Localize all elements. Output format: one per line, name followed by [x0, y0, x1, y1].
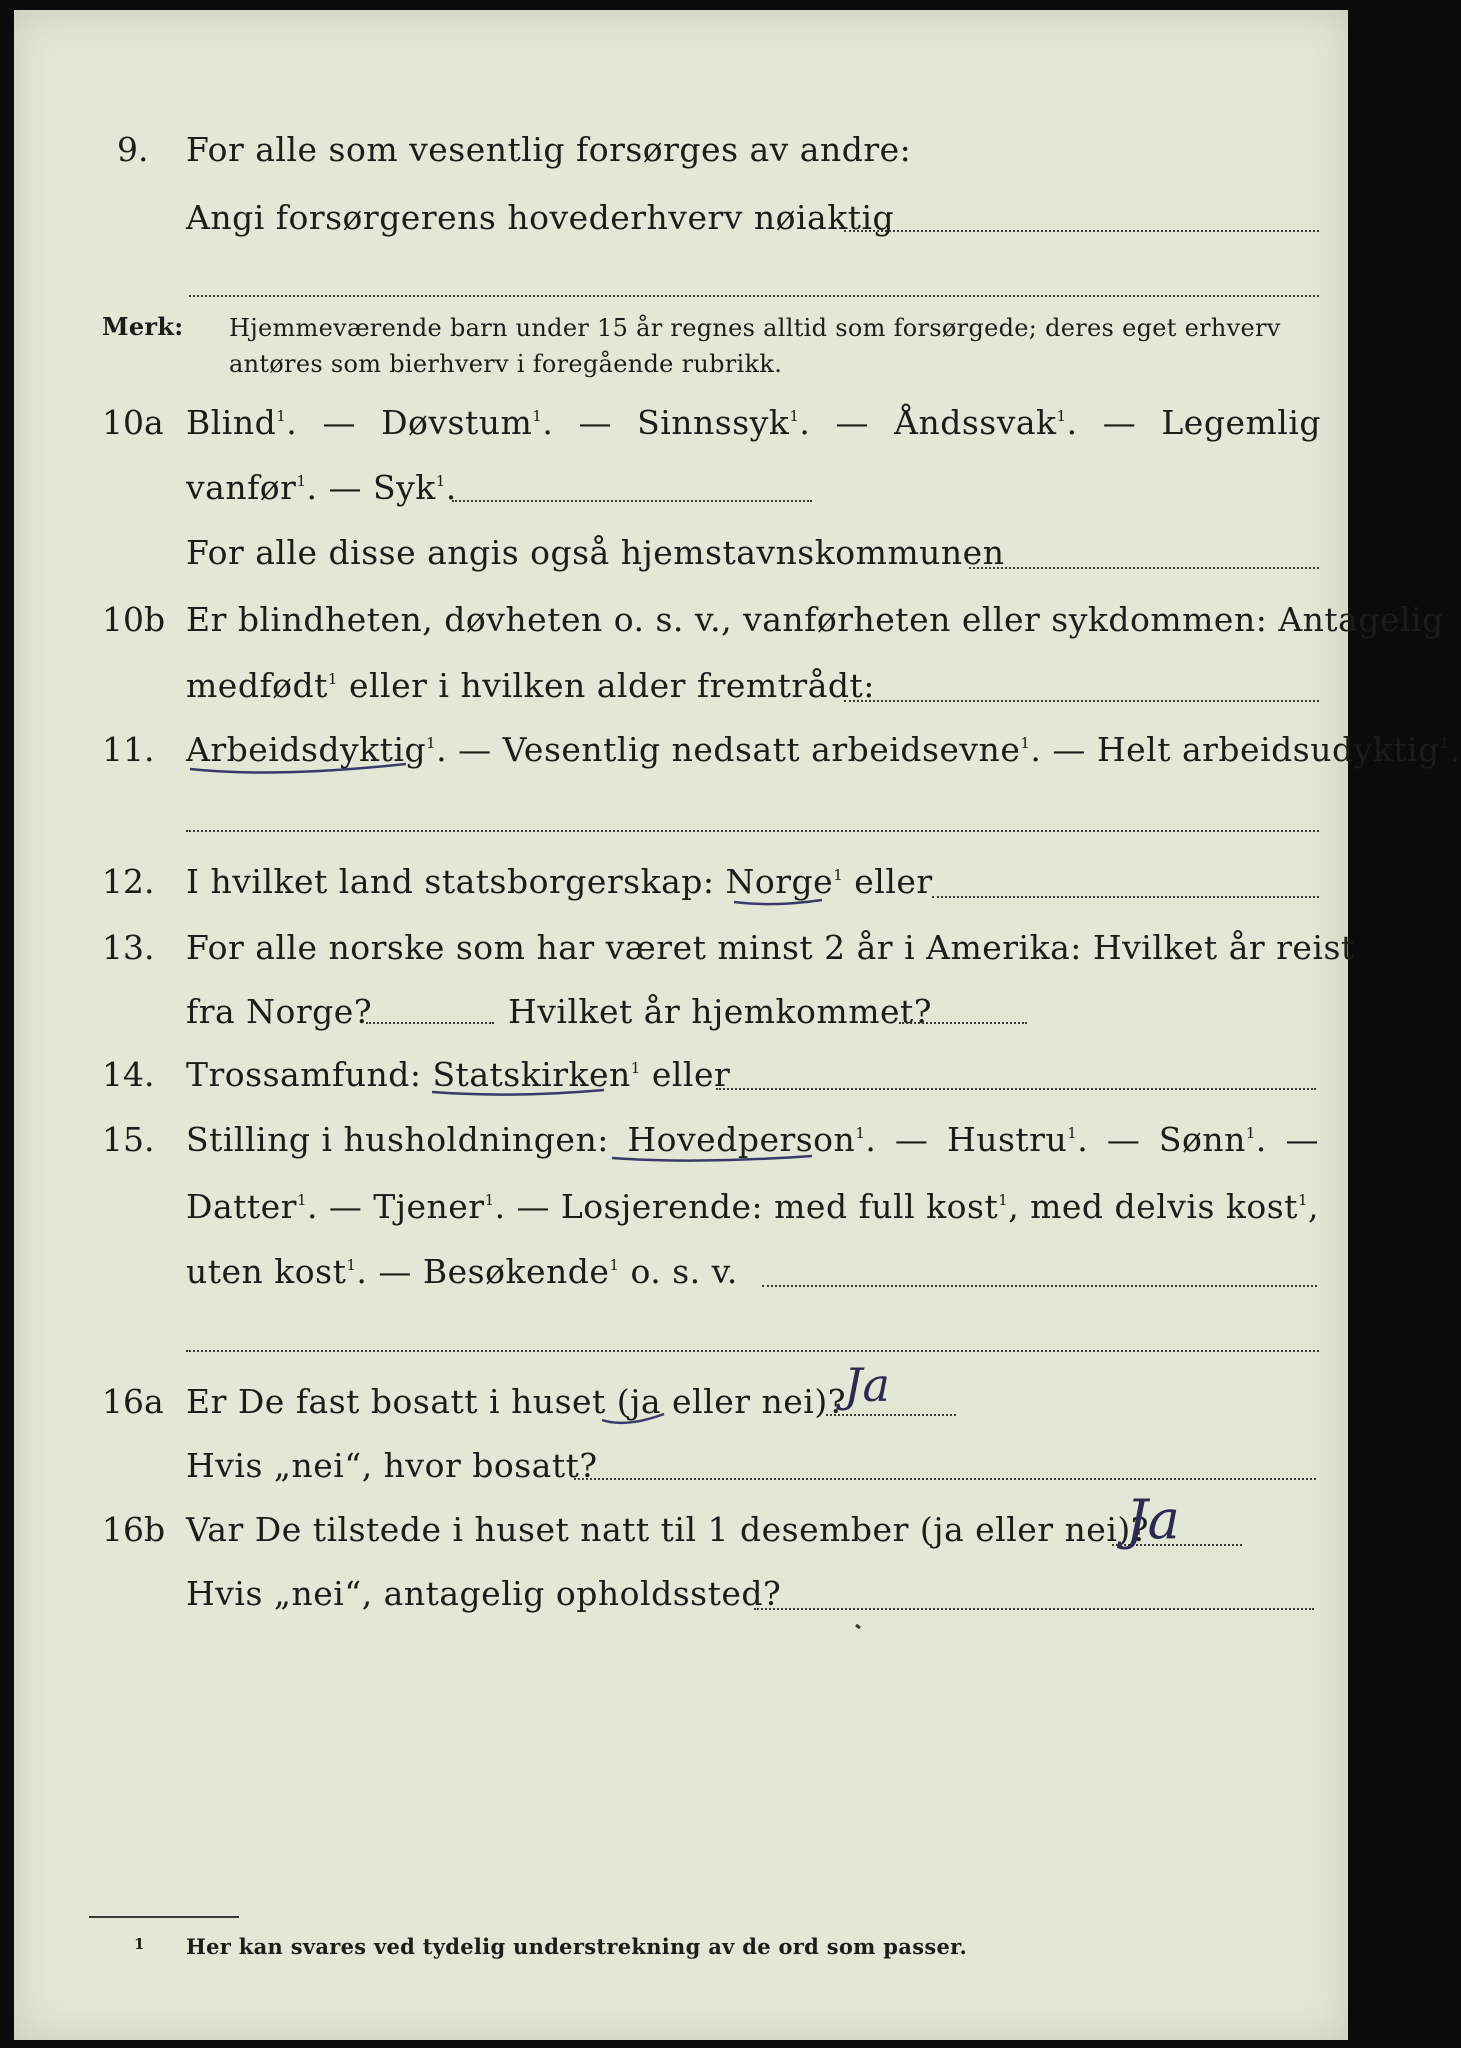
q13-part1: fra Norge?: [186, 992, 373, 1031]
q9-number: 9.: [117, 130, 149, 169]
q15-line1: Stilling i husholdningen: Hovedperson$^1$. — Hustru$^1$. — Sønn$^1$. —: [186, 1120, 1319, 1159]
merk-line2: antøres som bierhverv i foregående rubrikk.: [229, 350, 783, 378]
census-form-page: [14, 10, 1461, 2040]
q12-line: I hvilket land statsborgerskap: Norge$^1$ eller: [186, 862, 933, 901]
q10a-line2: vanfør$^1$. — Syk$^1$.: [186, 468, 457, 507]
q16b-number: 16b: [102, 1510, 166, 1549]
q13-part2: Hvilket år hjemkommet?: [508, 992, 932, 1031]
q16a-number: 16a: [102, 1382, 164, 1421]
dash: —: [578, 403, 612, 442]
dash: —: [835, 403, 869, 442]
q11-number: 11.: [102, 730, 155, 769]
q13-number: 13.: [102, 928, 155, 967]
q11-arbeidsdyktig: Arbeidsdyktig: [186, 730, 427, 769]
underline-statskirken: [432, 1090, 604, 1095]
q15-hovedperson: Hovedperson$^1$.: [627, 1120, 877, 1159]
underline-ja-16a: [602, 1414, 664, 1423]
q10b-line2: medfødt$^1$ eller i hvilken alder fremtrådt:: [186, 666, 875, 705]
q10a-blind: Blind$^1$.: [186, 403, 298, 442]
underline-norge: [734, 900, 822, 904]
q14-line: Trossamfund: Statskirken$^1$ eller: [186, 1055, 731, 1094]
q12-norge: Norge: [725, 862, 834, 901]
q16b-handwritten-answer: Ja: [1126, 1488, 1180, 1551]
q16a-line1: Er De fast bosatt i huset (ja eller nei)?: [186, 1382, 846, 1421]
q16a-line2: Hvis „nei“, hvor bosatt?: [186, 1446, 598, 1485]
dash: —: [1102, 403, 1137, 442]
q14-statskirken: Statskirken: [432, 1055, 631, 1094]
q16b-line2: Hvis „nei“, antagelig opholdssted?: [186, 1574, 782, 1613]
q16b-line1: Var De tilstede i huset natt til 1 desember (ja eller nei)?: [186, 1510, 1149, 1549]
q10b-line1: Er blindheten, døvheten o. s. v., vanførheten eller sykdommen: Antagelig: [186, 600, 1444, 639]
q16a-handwritten-answer: Ja: [844, 1358, 890, 1412]
underline-hovedperson: [612, 1156, 812, 1161]
footnote-mark: 1: [134, 1935, 145, 1953]
q10a-sinnssyk: Sinnssyk$^1$.: [637, 403, 811, 442]
q13-line1: For alle norske som har været minst 2 år i Amerika: Hvilket år reist: [186, 928, 1355, 967]
q12-number: 12.: [102, 862, 155, 901]
q14-number: 14.: [102, 1055, 155, 1094]
q10a-legemlig: Legemlig: [1161, 403, 1321, 442]
q10a-andssvak: Åndssvak$^1$.: [894, 403, 1078, 442]
q10b-number: 10b: [102, 600, 166, 639]
merk-line1: Hjemmeværende barn under 15 år regnes alltid som forsørgede; deres eget erhverv: [229, 314, 1281, 342]
q11-options: Arbeidsdyktig$^1$. — Vesentlig nedsatt arbeidsevne$^1$. — Helt arbeidsudyktig$^1$.: [186, 730, 1461, 769]
q10a-line3: For alle disse angis også hjemstavnskommunen: [186, 533, 1005, 572]
q10a-dovstum: Døvstum$^1$.: [381, 403, 554, 442]
q9-line1: For alle som vesentlig forsørges av andre:: [186, 130, 912, 169]
pencil-dot: [856, 1625, 860, 1628]
q9-line2: Angi forsørgerens hovederhverv nøiaktig: [186, 198, 895, 237]
q10a-number: 10a: [102, 403, 164, 442]
q15-line3: uten kost$^1$. — Besøkende$^1$ o. s. v.: [186, 1252, 738, 1291]
merk-label: Merk:: [102, 312, 184, 341]
footnote-text: Her kan svares ved tydelig understrekning av de ord som passer.: [186, 1934, 968, 1959]
q15-line2: Datter$^1$. — Tjener$^1$. — Losjerende: med full kost$^1$, med delvis kost$^1$,: [186, 1187, 1319, 1226]
pencil-underlines: [14, 10, 1348, 2040]
underline-arbeidsdyktig: [190, 764, 406, 773]
dash: —: [322, 403, 356, 442]
q15-number: 15.: [102, 1120, 155, 1159]
